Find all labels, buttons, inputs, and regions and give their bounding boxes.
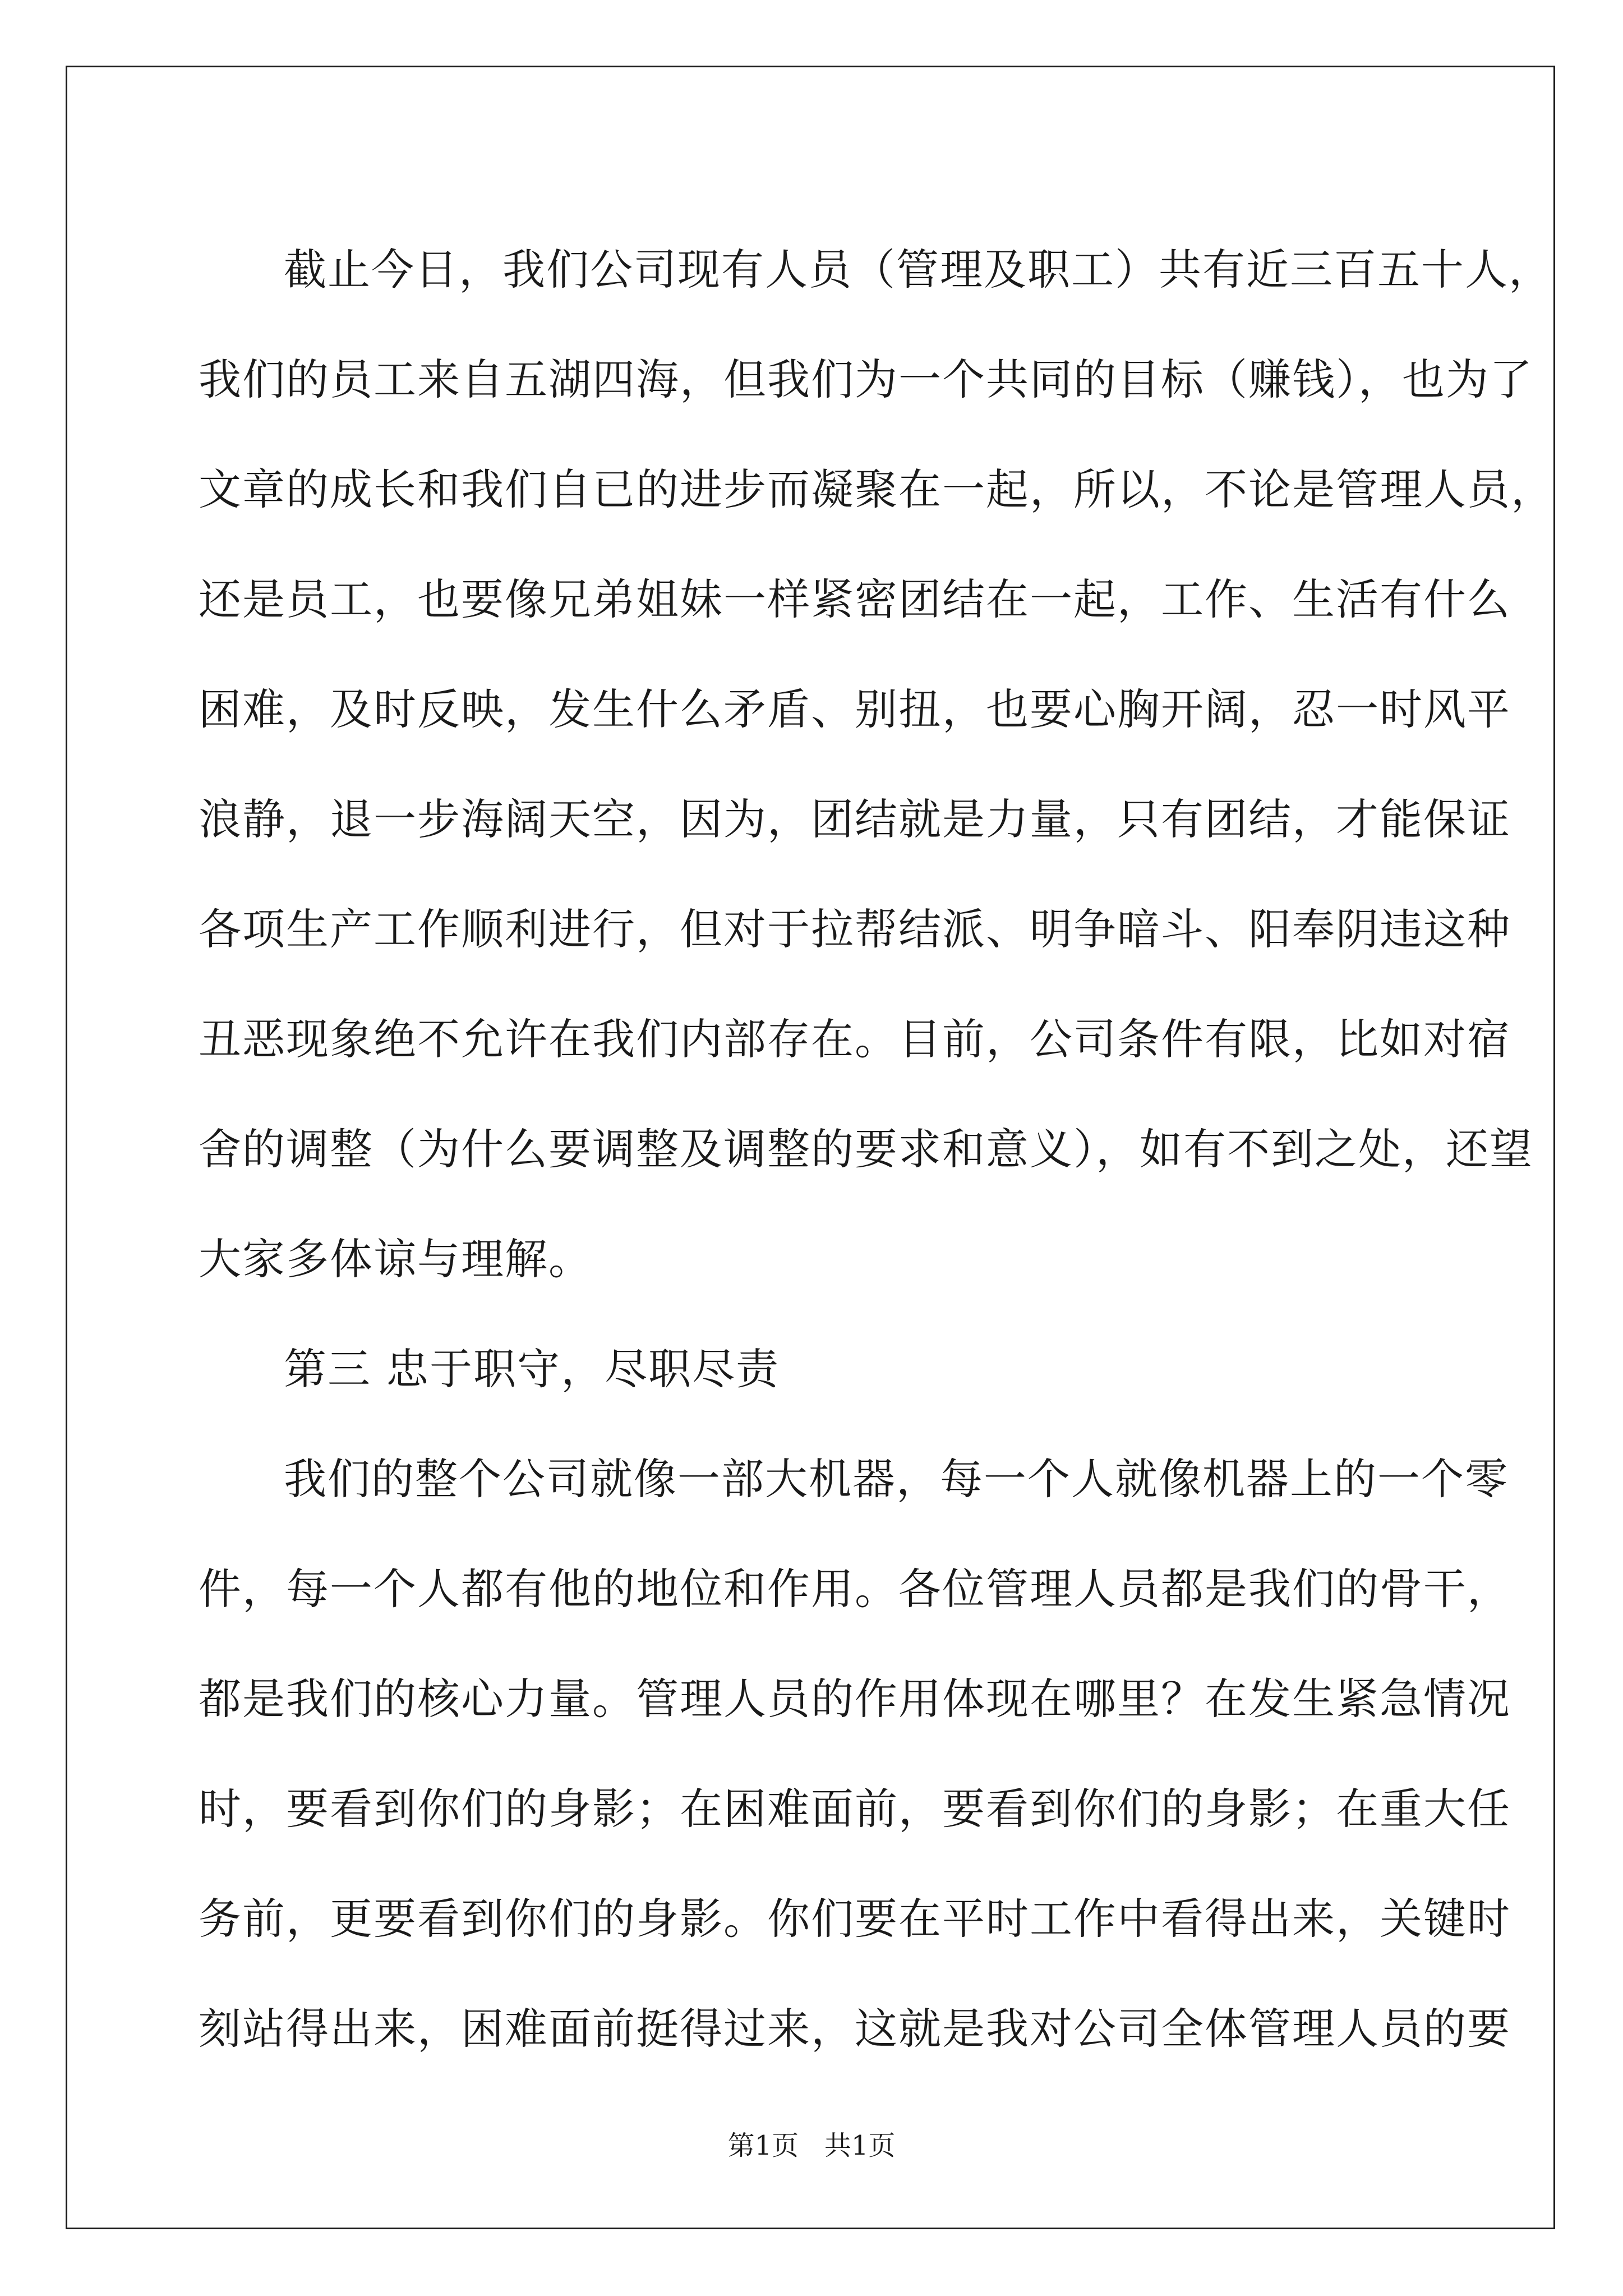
paragraph-line: 刻站得出来，困难面前挺得过来，这就是我对公司全体管理人员的要 [199,2004,1511,2054]
paragraph-line: 各项生产工作顺利进行，但对于拉帮结派、明争暗斗、阳奉阴违这种 [199,904,1511,954]
paragraph-line: 文章的成长和我们自已的进步而凝聚在一起，所以，不论是管理人员， [199,464,1555,514]
paragraph-line: 都是我们的核心力量。管理人员的作用体现在哪里？在发生紧急情况 [199,1674,1511,1724]
paragraph-line: 务前，更要看到你们的身影。你们要在平时工作中看得出来，关键时 [199,1894,1511,1944]
paragraph-line: 件，每一个人都有他的地位和作用。各位管理人员都是我们的骨干， [199,1564,1511,1614]
section-heading: 第三 忠于职守，尽职尽责 [284,1344,780,1394]
document-body [199,215,1555,2084]
paragraph-line: 还是员工，也要像兄弟姐妹一样紧密团结在一起，工作、生活有什么 [199,574,1511,624]
paragraph-line: 大家多体谅与理解。 [199,1234,592,1284]
paragraph-line: 困难，及时反映，发生什么矛盾、别扭，也要心胸开阔，忍一时风平 [199,684,1511,734]
paragraph-line: 浪静，退一步海阔天空，因为，团结就是力量，只有团结，才能保证 [199,794,1511,844]
paragraph-line: 截止今日，我们公司现有人员（管理及职工）共有近三百五十人， [284,245,1552,295]
paragraph-line: 我们的员工来自五湖四海，但我们为一个共同的目标（赚钱），也为了 [199,355,1533,404]
paragraph-line: 我们的整个公司就像一部大机器，每一个人就像机器上的一个零 [284,1454,1509,1504]
paragraph-line: 丑恶现象绝不允许在我们内部存在。目前，公司条件有限，比如对宿 [199,1014,1511,1064]
page-number-footer: 第1页 共1页 [727,2130,896,2161]
paragraph-line: 时，要看到你们的身影；在困难面前，要看到你们的身影；在重大任 [199,1784,1511,1834]
paragraph-line: 舍的调整（为什么要调整及调整的要求和意义），如有不到之处，还望 [199,1124,1533,1174]
